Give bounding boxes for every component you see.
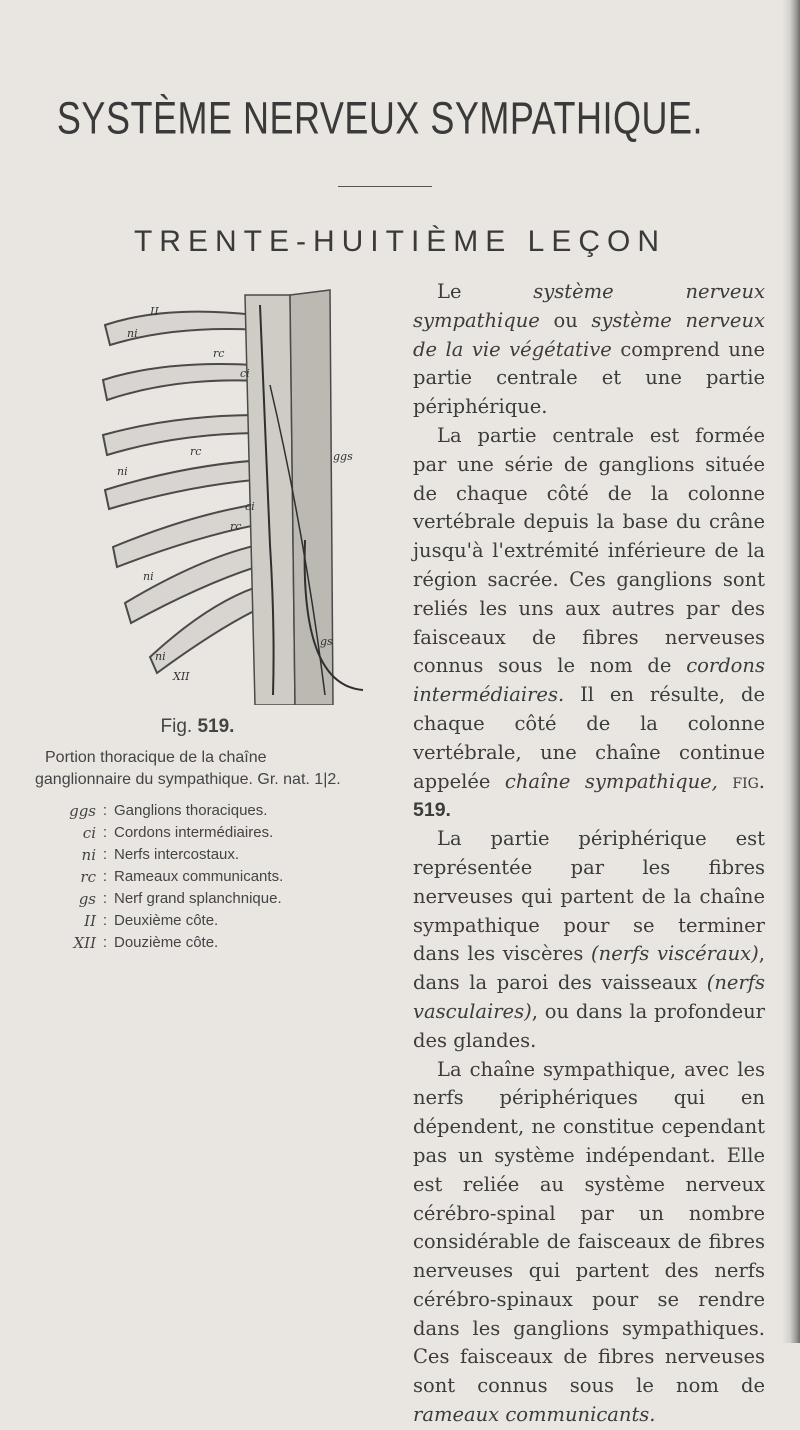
body-text [413, 278, 765, 1430]
legend-abbr: ni [81, 846, 96, 864]
legend-abbr: ggs [69, 802, 96, 820]
figure-legend [60, 800, 283, 954]
legend-desc: Cordons intermédiaires. [114, 824, 274, 841]
anatomical-figure [95, 285, 365, 705]
fig-label: ggs [333, 450, 353, 463]
term: système nerveux de la vie végétative [413, 308, 766, 361]
ribs [103, 312, 271, 673]
paragraph: La chaîne sympathique, avec les nerfs périphériques qui en dépendent, ne constitue cependant pas un système indépendant. Elle est reliée au système nerveux cérébro-spinal par un nombre considérable de faisceaux de fibres nerveuses qui partent des nerfs cérébro-spinaux pour se rendre dans les ganglions sympathiques. Ces faisceaux de fibres nerveuses sont connus sous le nom de rameaux communicants. [413, 1057, 765, 1427]
title-rule [338, 186, 432, 187]
legend-abbr: ci [82, 824, 96, 842]
lesson-heading: TRENTE-HUITIÈME LEÇON [133, 225, 667, 258]
legend-desc: Ganglions thoraciques. [114, 802, 268, 819]
figure-number-value: 519. [197, 716, 235, 737]
legend-row: gs : Nerf grand splanchnique. [60, 888, 283, 910]
paragraph: La partie périphérique est représentée par les fibres nerveuses qui partent de la chaîne sympathique pour se terminer dans les viscères (nerfs viscéraux), dans la paroi des vaisseaux (nerfs vasculaires), ou dans la profondeur des glandes. [413, 827, 765, 1052]
legend-row: ci : Cordons intermédiaires. [60, 822, 283, 844]
legend-row: rc : Rameaux communicants. [60, 866, 283, 888]
fig-label: ni [127, 327, 138, 340]
rib [105, 460, 265, 509]
term: (nerfs vasculaires) [413, 971, 765, 1023]
term: (nerfs viscéraux) [591, 942, 759, 966]
fig-label: ci [240, 367, 250, 380]
fig-label: rc [213, 347, 225, 360]
fig-label: ni [143, 570, 154, 583]
rib [103, 415, 263, 455]
term: chaîne sympathique, [504, 769, 718, 793]
legend-abbr: II [84, 912, 96, 930]
fig-label: ni [117, 465, 128, 478]
legend-desc: Nerfs intercostaux. [114, 846, 240, 863]
fig-label: XII [173, 670, 190, 683]
term: cordons intermédiaires. [413, 654, 765, 707]
legend-abbr: rc [80, 868, 96, 886]
fig-label: rc [190, 445, 202, 458]
legend-desc: Deuxième côte. [114, 912, 219, 929]
fig-label: ci [245, 500, 255, 513]
legend-row: XII : Douzième côte. [60, 932, 283, 954]
figure-ref-number: 519. [413, 799, 451, 822]
fig-label: II [150, 305, 159, 318]
page-title: SYSTÈME NERVEUX SYMPATHIQUE. [56, 92, 704, 144]
page-edge [782, 0, 800, 1343]
legend-abbr: XII [73, 934, 96, 952]
legend-row: ni : Nerfs intercostaux. [60, 844, 283, 866]
legend-desc: Rameaux communicants. [114, 868, 284, 885]
fig-label: gs [320, 635, 333, 648]
fig-label: rc [230, 520, 242, 533]
fig-label: ni [155, 650, 166, 663]
figure-number [0, 716, 395, 738]
figure-ref: fig. [732, 769, 765, 793]
term: système nerveux sympathique [413, 280, 765, 332]
legend-row: II : Deuxième côte. [60, 910, 283, 932]
term: rameaux communicants. [413, 1403, 656, 1427]
rib [103, 364, 260, 400]
paragraph: La partie centrale est formée par une série de ganglions située de chaque côté de la colonne vertébrale depuis la base du crâne jusqu'à l'extrémité inférieure de la région sacrée. Ces ganglions sont reliés les uns aux autres par des faisceaux de fibres nerveuses connus sous le nom de cordons intermédiaires. Il en résulte, de chaque côté de la colonne vertébrale, une chaîne continue appelée chaîne sympathique, fig. 519. [413, 423, 765, 822]
legend-desc: Nerf grand splanchnique. [114, 890, 282, 907]
figure-prefix: Fig. [160, 716, 193, 737]
figure-caption: Portion thoracique de la chaîne ganglionnaire du sympathique. Gr. nat. 1|2. [35, 749, 341, 788]
legend-row: ggs : Ganglions thoraciques. [60, 800, 283, 822]
legend-abbr: gs [78, 890, 96, 908]
legend-desc: Douzième côte. [114, 934, 219, 951]
paragraph: Le système nerveux sympathique ou système nerveux de la vie végétative comprend une partie centrale et une partie périphérique. [413, 280, 766, 419]
